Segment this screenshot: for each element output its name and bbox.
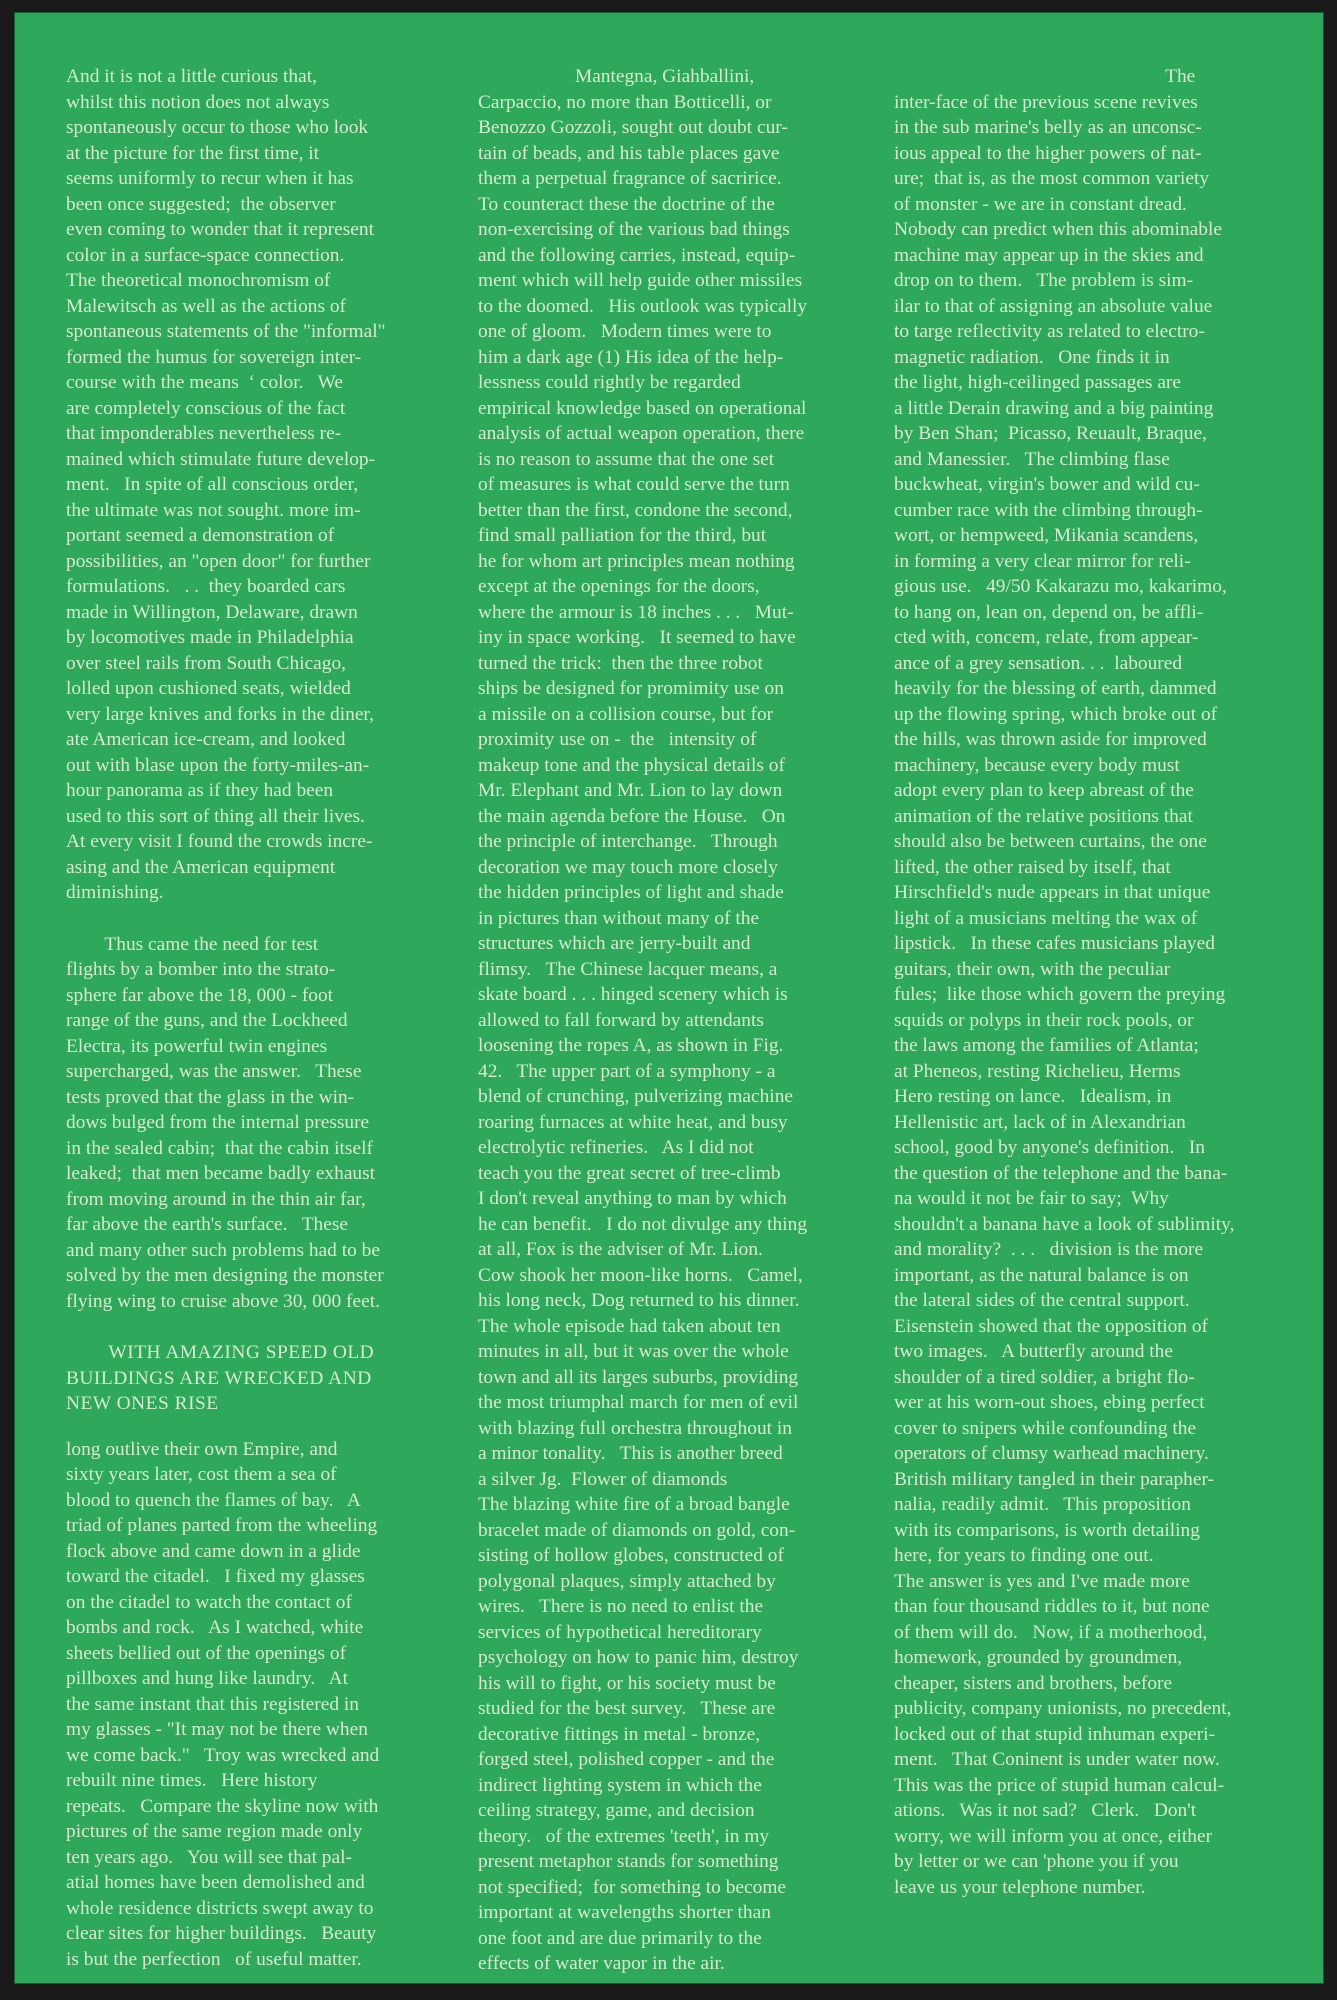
text-line: the ultimate was not sought. more im- — [66, 499, 361, 521]
text-line: ceiling strategy, game, and decision — [478, 1800, 755, 1821]
text-line: to hang on, lean on, depend on, be affli- — [894, 601, 1204, 623]
text-line: and many other such problems had to be — [66, 1239, 380, 1261]
paragraph — [478, 64, 900, 1977]
text-line: effects of water vapor in the air. — [478, 1953, 725, 1974]
text-line: shoulder of a tired soldier, a bright flo- — [894, 1366, 1195, 1388]
text-line: The blazing white fire of a broad bangle — [478, 1494, 790, 1515]
text-line: psychology on how to panic him, destroy — [478, 1647, 799, 1668]
text-line: lipstick. In these cafes musicians played — [894, 933, 1215, 954]
text-line: British military tangled in their parapher- — [894, 1468, 1215, 1490]
text-line: wires. There is no need to enlist the — [478, 1596, 764, 1617]
text-line: lifted, the other raised by itself, that — [894, 856, 1171, 878]
text-line: pillboxes and hung like laundry. At — [66, 1668, 349, 1689]
text-line: sixty years later, cost them a sea of — [66, 1464, 337, 1485]
document-page — [14, 12, 1324, 1984]
text-line: them a perpetual fragrance of sacririce. — [478, 168, 782, 189]
text-line: by locomotives made in Philadelphia — [66, 627, 354, 648]
text-line: portant seemed a demonstration of — [66, 525, 335, 546]
text-line: where the armour is 18 inches . . . Mut- — [478, 601, 794, 623]
text-line: leaked; that men became badly exhaust — [66, 1163, 376, 1184]
text-line: hour panorama as if they had been — [66, 780, 334, 801]
text-line: toward the citadel. I fixed my glasses — [66, 1566, 365, 1587]
text-line: school, good by anyone's definition. In — [894, 1137, 1206, 1158]
text-line: blood to quench the flames of bay. A — [66, 1489, 361, 1511]
text-line: important at wavelengths shorter than — [478, 1902, 771, 1923]
text-line: wer at his worn-out shoes, ebing perfect — [894, 1392, 1205, 1413]
text-line: and Manessier. The climbing flase — [894, 448, 1170, 470]
text-line: him a dark age (1) His idea of the help- — [478, 346, 784, 368]
text-line: structures which are jerry-built and — [478, 933, 751, 954]
text-line: atial homes have been demolished and — [66, 1872, 365, 1893]
text-line: flimsy. The Chinese lacquer means, a — [478, 958, 778, 980]
text-line: on the citadel to watch the contact of — [66, 1591, 352, 1613]
text-line: sheets bellied out of the openings of — [66, 1642, 347, 1664]
text-line: Eisenstein showed that the opposition of — [894, 1315, 1208, 1337]
text-line: Carpaccio, no more than Botticelli, or — [478, 91, 772, 113]
text-line: electrolytic refineries. As I did not — [478, 1137, 754, 1158]
text-line: in the sealed cabin; that the cabin itself — [66, 1137, 373, 1159]
text-line: Mr. Elephant and Mr. Lion to lay down — [478, 780, 783, 801]
paragraph — [66, 1437, 476, 1973]
text-line: pictures of the same region made only — [66, 1821, 363, 1842]
text-line: the question of the telephone and the bana- — [894, 1162, 1228, 1184]
text-line: iny in space working. It seemed to have — [478, 627, 796, 648]
text-line: guitars, their own, with the peculiar — [894, 958, 1171, 980]
text-line: my glasses - "It may not be there when — [66, 1719, 368, 1740]
text-line: spontaneously occur to those who look — [66, 117, 369, 138]
text-line: the main agenda before the House. On — [478, 805, 786, 827]
text-line: here, for years to finding one out. — [894, 1545, 1154, 1566]
text-line: the light, high-ceilinged passages are — [894, 372, 1181, 393]
text-line: ilar to that of assigning an absolute value — [894, 295, 1213, 317]
text-line: ance of a grey sensation. . . laboured — [894, 652, 1183, 674]
text-line: NEW ONES RISE — [66, 1393, 219, 1414]
text-line: a silver Jg. Flower of diamonds — [478, 1468, 728, 1490]
text-line: spontaneous statements of the "informal" — [66, 321, 386, 342]
text-line: This was the price of stupid human calcul- — [894, 1774, 1225, 1796]
text-line: wort, or hempweed, Mikania scandens, — [894, 525, 1199, 546]
text-line: course with the means ʻ color. We — [66, 372, 344, 393]
text-line: allowed to fall forward by attendants — [478, 1009, 764, 1031]
text-line: formulations. . . they boarded cars — [66, 576, 346, 597]
text-line: makeup tone and the physical details of — [478, 754, 785, 776]
text-line: important, as the natural balance is on — [894, 1264, 1189, 1286]
text-line: polygonal plaques, simply attached by — [478, 1570, 776, 1592]
text-line: repeats. Compare the skyline now with — [66, 1795, 379, 1817]
text-line: he can benefit. I do not divulge any thing — [478, 1213, 808, 1235]
text-line: except at the openings for the doors, — [478, 576, 760, 597]
text-line: At every visit I found the crowds incre- — [66, 831, 373, 852]
text-line: at the picture for the first time, it — [66, 142, 320, 164]
text-line: cted with, concem, relate, from appear- — [894, 627, 1199, 648]
text-line: drop on to them. The problem is sim- — [894, 270, 1194, 291]
text-line: studied for the best survey. These are — [478, 1698, 776, 1719]
text-line: cover to snipers while confounding the — [894, 1417, 1197, 1439]
text-line: Thus came the need for test — [66, 933, 319, 955]
text-line: Mantegna, Giahballini, — [478, 66, 755, 87]
text-line: asing and the American equipment — [66, 856, 336, 878]
text-line: machinery, because every body must — [894, 754, 1180, 776]
text-line: ate American ice-cream, and looked — [66, 729, 346, 750]
text-line: Hero resting on lance. Idealism, in — [894, 1086, 1172, 1107]
text-line: to targe reflectivity as related to electro- — [894, 321, 1205, 342]
section-heading — [66, 1340, 476, 1417]
text-line: should also be between curtains, the one — [894, 831, 1207, 852]
text-line: ment. That Coninent is under water now. — [894, 1749, 1220, 1770]
text-line: long outlive their own Empire, and — [66, 1438, 338, 1460]
text-line: shouldn't a banana have a look of sublimity, — [894, 1213, 1235, 1235]
text-line: Cow shook her moon-like horns. Camel, — [478, 1264, 803, 1286]
text-line: flock above and came down in a glide — [66, 1540, 361, 1562]
text-line: whole residence districts swept away to — [66, 1897, 374, 1919]
text-line: and morality? . . . division is the more — [894, 1239, 1204, 1260]
text-line: flying wing to cruise above 30, 000 feet. — [66, 1290, 380, 1312]
text-line: the most triumphal march for men of evil — [478, 1392, 799, 1413]
text-line: that imponderables nevertheless re- — [66, 423, 342, 444]
text-line: leave us your telephone number. — [894, 1876, 1146, 1898]
text-line: ations. Was it not sad? Clerk. Don't — [894, 1800, 1197, 1821]
text-line: bombs and rock. As I watched, white — [66, 1617, 364, 1638]
text-line: theory. of the extremes 'teeth', in my — [478, 1825, 770, 1847]
text-line: proximity use on - the intensity of — [478, 729, 757, 750]
text-line: his long neck, Dog returned to his dinner. — [478, 1290, 800, 1311]
text-line: The whole episode had taken about ten — [478, 1315, 781, 1337]
text-line: is no reason to assume that the one set — [478, 448, 775, 470]
text-line: animation of the relative positions that — [894, 805, 1193, 827]
text-line: flights by a bomber into the strato- — [66, 959, 336, 980]
text-line: by Ben Shan; Picasso, Reuault, Braque, — [894, 423, 1207, 444]
text-line: Hellenistic art, lack of in Alexandrian — [894, 1111, 1186, 1133]
text-line: decoration we may touch more closely — [478, 856, 778, 878]
text-line: magnetic radiation. One finds it in — [894, 346, 1170, 368]
paragraph-gap — [66, 906, 476, 932]
text-line: ships be designed for promimity use on — [478, 678, 784, 699]
text-line: heavily for the blessing of earth, dammed — [894, 678, 1217, 699]
text-line: one of gloom. Modern times were to — [478, 321, 772, 342]
text-line: are completely conscious of the fact — [66, 397, 346, 419]
text-line: turned the trick: then the three robot — [478, 652, 763, 674]
text-line: the hills, was thrown aside for improved — [894, 729, 1207, 750]
text-line: and the following carries, instead, equip- — [478, 244, 796, 266]
text-line: clear sites for higher buildings. Beauty — [66, 1923, 377, 1944]
text-line: of monster - we are in constant dread. — [894, 193, 1187, 215]
text-line: rebuilt nine times. Here history — [66, 1770, 318, 1791]
text-line: is but the perfection of useful matter. — [66, 1948, 362, 1970]
text-line: a missile on a collision course, but for — [478, 703, 774, 725]
text-line: the same instant that this registered in — [66, 1693, 359, 1715]
text-line: homework, grounded by groundmen, — [894, 1647, 1183, 1668]
text-line: even coming to wonder that it represent — [66, 219, 374, 240]
text-line: been once suggested; the observer — [66, 193, 336, 215]
text-line: ment which will help guide other missiles — [478, 270, 803, 291]
text-line: triad of planes parted from the wheeling — [66, 1515, 378, 1536]
text-line: by letter or we can 'phone you if you — [894, 1851, 1179, 1872]
text-line: we come back." Troy was wrecked and — [66, 1744, 380, 1766]
text-line: fules; like those which govern the preying — [894, 984, 1226, 1005]
text-line: used to this sort of thing all their lives. — [66, 805, 365, 827]
text-line: dows bulged from the internal pressure — [66, 1112, 370, 1133]
paragraph — [66, 64, 476, 906]
text-line: the principle of interchange. Through — [478, 831, 778, 852]
text-line: roaring furnaces at white heat, and busy — [478, 1111, 788, 1133]
text-line: of measures is what could serve the turn — [478, 474, 790, 495]
text-line: sphere far above the 18, 000 - foot — [66, 984, 334, 1006]
text-line: to the doomed. His outlook was typically — [478, 295, 808, 317]
text-line: than four thousand riddles to it, but none — [894, 1596, 1210, 1617]
text-line: locked out of that stupid inhuman experi- — [894, 1723, 1215, 1745]
text-line: publicity, company unionists, no precedent, — [894, 1698, 1232, 1719]
text-line: lessness could rightly be regarded — [478, 372, 741, 393]
paragraph-gap — [66, 1417, 476, 1437]
paragraph — [66, 932, 476, 1315]
text-line: solved by the men designing the monster — [66, 1265, 384, 1286]
text-line: ten years ago. You will see that pal- — [66, 1846, 352, 1868]
text-line: gious use. 49/50 Kakarazu mo, kakarimo, — [894, 576, 1227, 597]
text-line: color in a surface-space connection. — [66, 244, 345, 266]
text-line: machine may appear up in the skies and — [894, 244, 1204, 266]
text-line: his will to fight, or his society must be — [478, 1672, 776, 1694]
text-line: a minor tonality. This is another breed — [478, 1443, 783, 1464]
text-line: minutes in all, but it was over the whole — [478, 1341, 789, 1362]
text-line: the laws among the families of Atlanta; — [894, 1035, 1199, 1056]
text-line: bracelet made of diamonds on gold, con- — [478, 1519, 796, 1541]
text-line: tests proved that the glass in the win- — [66, 1086, 355, 1108]
text-line: in forming a very clear mirror for reli- — [894, 550, 1191, 572]
text-line: cumber race with the climbing through- — [894, 499, 1203, 521]
text-line: buckwheat, virgin's bower and wild cu- — [894, 474, 1200, 495]
text-line: one foot and are due primarily to the — [478, 1927, 762, 1949]
text-line: seems uniformly to recur when it has — [66, 168, 354, 189]
text-line: the lateral sides of the central support. — [894, 1290, 1190, 1311]
text-line: Electra, its powerful twin engines — [66, 1035, 328, 1057]
text-line: The — [894, 66, 1196, 87]
text-line: analysis of actual weapon operation, there — [478, 423, 805, 444]
text-line: loosening the ropes A, as shown in Fig. — [478, 1035, 784, 1056]
text-line: mained which stimulate future develop- — [66, 448, 376, 470]
text-line: at all, Fox is the adviser of Mr. Lion. — [478, 1239, 763, 1260]
text-line: far above the earth's surface. These — [66, 1214, 349, 1235]
text-line: I don't reveal anything to man by which — [478, 1188, 787, 1209]
text-line: The theoretical monochromism of — [66, 270, 331, 291]
text-line: he for whom art principles mean nothing — [478, 550, 795, 572]
text-line: decorative fittings in metal - bronze, — [478, 1723, 761, 1745]
text-line: better than the first, condone the second, — [478, 499, 793, 521]
text-line: with blazing full orchestra throughout in — [478, 1417, 792, 1439]
text-column-left — [66, 64, 476, 1972]
text-line: supercharged, was the answer. These — [66, 1061, 362, 1082]
text-line: not specified; for something to become — [478, 1876, 787, 1898]
text-line: blend of crunching, pulverizing machine — [478, 1086, 793, 1107]
text-line: ment. In spite of all conscious order, — [66, 474, 359, 495]
text-line: WITH AMAZING SPEED OLD — [66, 1342, 375, 1363]
text-line: from moving around in the thin air far, — [66, 1188, 366, 1210]
text-line: Malewitsch as well as the actions of — [66, 295, 347, 317]
text-line: in pictures than without many of the — [478, 907, 760, 929]
text-line: operators of clumsy warhead machinery. — [894, 1443, 1209, 1464]
text-line: find small palliation for the third, but — [478, 525, 767, 546]
text-column-right — [894, 64, 1324, 1900]
text-line: cheaper, sisters and brothers, before — [894, 1672, 1173, 1694]
text-line: non-exercising of the various bad things — [478, 219, 790, 240]
text-line: out with blase upon the forty-miles-an- — [66, 754, 370, 776]
text-line: possibilities, an "open door" for further — [66, 550, 371, 572]
text-line: squids or polyps in their rock pools, or — [894, 1009, 1194, 1031]
text-line: The answer is yes and I've made more — [894, 1570, 1190, 1592]
text-line: skate board . . . hinged scenery which is — [478, 984, 788, 1005]
text-column-middle — [478, 64, 900, 1977]
text-line: nalia, readily admit. This proposition — [894, 1494, 1191, 1515]
text-line: in the sub marine's belly as an unconsc- — [894, 117, 1202, 138]
text-line: And it is not a little curious that, — [66, 66, 317, 87]
text-line: made in Willington, Delaware, drawn — [66, 601, 358, 623]
text-line: tain of beads, and his table places gave — [478, 142, 780, 164]
text-line: of them will do. Now, if a motherhood, — [894, 1621, 1208, 1643]
text-line: at Pheneos, resting Richelieu, Herms — [894, 1060, 1181, 1082]
text-line: whilst this notion does not always — [66, 91, 330, 113]
text-line: ure; that is, as the most common variety — [894, 168, 1210, 189]
paragraph — [894, 64, 1324, 1900]
text-line: adopt every plan to keep abreast of the — [894, 780, 1194, 801]
text-line: town and all its larges suburbs, providing — [478, 1366, 799, 1388]
text-line: light of a musicians melting the wax of — [894, 907, 1198, 929]
text-line: forged steel, polished copper - and the — [478, 1749, 775, 1770]
text-line: lolled upon cushioned seats, wielded — [66, 678, 351, 699]
text-line: the hidden principles of light and shade — [478, 882, 784, 903]
text-line: Hirschfield's nude appears in that unique — [894, 882, 1211, 903]
text-line: a little Derain drawing and a big painting — [894, 397, 1214, 419]
text-line: 42. The upper part of a symphony - a — [478, 1060, 776, 1082]
text-line: present metaphor stands for something — [478, 1851, 779, 1872]
paragraph-gap — [66, 1314, 476, 1340]
text-line: worry, we will inform you at once, either — [894, 1825, 1213, 1847]
text-line: formed the humus for sovereign inter- — [66, 346, 362, 368]
text-line: diminishing. — [66, 882, 164, 903]
text-line: sisting of hollow globes, constructed of — [478, 1545, 784, 1566]
text-line: range of the guns, and the Lockheed — [66, 1010, 348, 1031]
text-line: inter-face of the previous scene revives — [894, 91, 1198, 113]
text-line: Nobody can predict when this abominable — [894, 219, 1222, 240]
text-line: services of hypothetical hereditorary — [478, 1621, 762, 1643]
text-line: two images. A butterfly around the — [894, 1341, 1173, 1362]
text-line: with its comparisons, is worth detailing — [894, 1519, 1200, 1541]
text-line: indirect lighting system in which the — [478, 1774, 762, 1796]
text-line: To counteract these the doctrine of the — [478, 193, 775, 215]
text-line: BUILDINGS ARE WRECKED AND — [66, 1367, 372, 1389]
text-line: over steel rails from South Chicago, — [66, 652, 347, 674]
text-line: na would it not be fair to say; Why — [894, 1188, 1169, 1209]
text-line: Benozzo Gozzoli, sought out doubt cur- — [478, 117, 788, 138]
text-line: ious appeal to the higher powers of nat- — [894, 142, 1202, 164]
text-line: up the flowing spring, which broke out of — [894, 703, 1218, 725]
text-line: very large knives and forks in the diner, — [66, 703, 374, 725]
text-line: teach you the great secret of tree-climb — [478, 1162, 781, 1184]
text-line: empirical knowledge based on operational — [478, 397, 807, 419]
